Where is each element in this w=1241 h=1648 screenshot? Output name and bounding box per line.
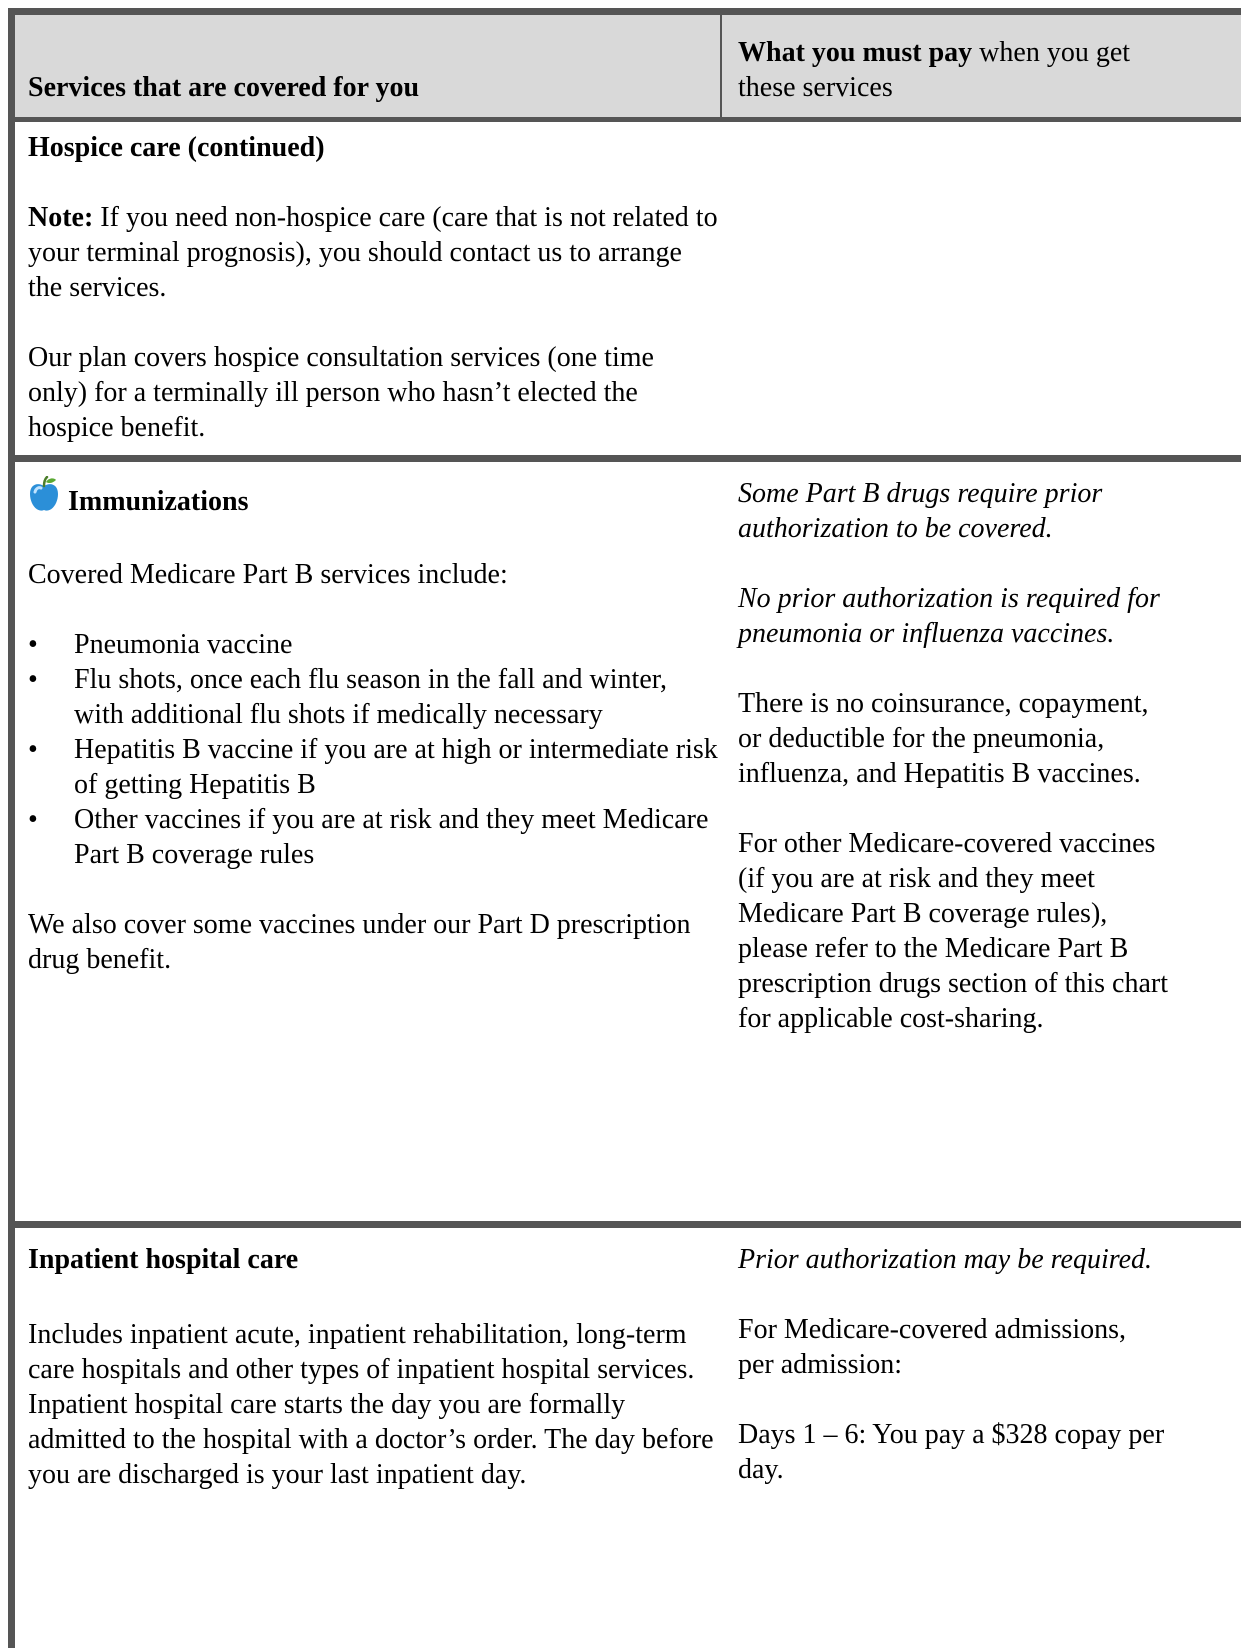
hospice-note [28, 200, 718, 305]
hospice-title: Hospice care (continued) [28, 132, 325, 163]
immunizations-title: Immunizations [68, 486, 249, 517]
apple-icon [28, 476, 60, 514]
table-top-rule [8, 8, 1241, 15]
inpatient-pay [738, 1242, 1168, 1487]
pay-text: Days 1 – 6: You pay a $328 copay per day. [738, 1419, 1165, 1485]
immunizations-list [28, 627, 718, 872]
list-item [28, 627, 718, 662]
hospice-row [28, 130, 718, 445]
immunizations-heading [28, 476, 718, 519]
list-item [28, 802, 718, 872]
inpatient-title: Inpatient hospital care [28, 1244, 299, 1275]
header-pay-bold: What you must pay [738, 37, 973, 68]
inpatient-description: Includes inpatient acute, inpatient rehabilitation, long-term care hospitals and other types of inpatient hospital services. Inpatient hospital care starts the day you are formally admitted to the hospital with a doctor’s order. The day before you are discharged is your last inpatient day. [28, 1319, 714, 1490]
pay-text: Some Part B drugs require prior authorization to be covered. [738, 478, 1103, 544]
list-item [28, 662, 718, 732]
list-item-text: Pneumonia vaccine [74, 629, 293, 660]
header-services-label: Services that are covered for you [28, 72, 420, 103]
list-item-text: Hepatitis B vaccine if you are at high or intermediate risk of getting Hepatitis B [74, 734, 718, 800]
header-pay-rest: when you get these services [738, 37, 1131, 103]
pay-text: There is no coinsurance, copayment, or deductible for the pneumonia, influenza, and Hepatitis B vaccines. [738, 688, 1149, 789]
list-item-text: Flu shots, once each flu season in the fall and winter, with additional flu shots if medically necessary [74, 664, 667, 730]
note-label: Note: [28, 202, 94, 233]
hospice-consultation-text: Our plan covers hospice consultation services (one time only) for a terminally ill person who hasn’t elected the hospice benefit. [28, 342, 654, 443]
bullet: • [28, 629, 38, 660]
pay-text: Prior authorization may be required. [738, 1244, 1153, 1275]
header-pay-label [738, 35, 1178, 105]
immunizations-row [28, 476, 718, 977]
immunizations-part-d-note: We also cover some vaccines under our Part D prescription drug benefit. [28, 909, 691, 975]
bullet: • [28, 664, 38, 695]
row-divider [8, 1221, 1241, 1228]
header-bottom-rule [8, 117, 1241, 122]
pay-text: For other Medicare-covered vaccines (if you are at risk and they meet Medicare Part B coverage rules), please refer to the Medicare Part B prescription drugs section of this chart for applicable cost-sharing. [738, 828, 1169, 1034]
list-item [28, 732, 718, 802]
bullet: • [28, 804, 38, 835]
inpatient-left [28, 1242, 718, 1492]
immunizations-pay [738, 476, 1168, 1036]
note-text: If you need non-hospice care (care that is not related to your terminal prognosis), you should contact us to arrange the services. [28, 202, 718, 303]
bullet: • [28, 734, 38, 765]
row-divider [8, 455, 1241, 462]
list-item-text: Other vaccines if you are at risk and they meet Medicare Part B coverage rules [74, 804, 709, 870]
immunizations-intro: Covered Medicare Part B services include: [28, 559, 508, 590]
pay-text: For Medicare-covered admissions, per admission: [738, 1314, 1126, 1380]
pay-text: No prior authorization is required for pneumonia or influenza vaccines. [738, 583, 1160, 649]
column-divider [720, 15, 722, 117]
